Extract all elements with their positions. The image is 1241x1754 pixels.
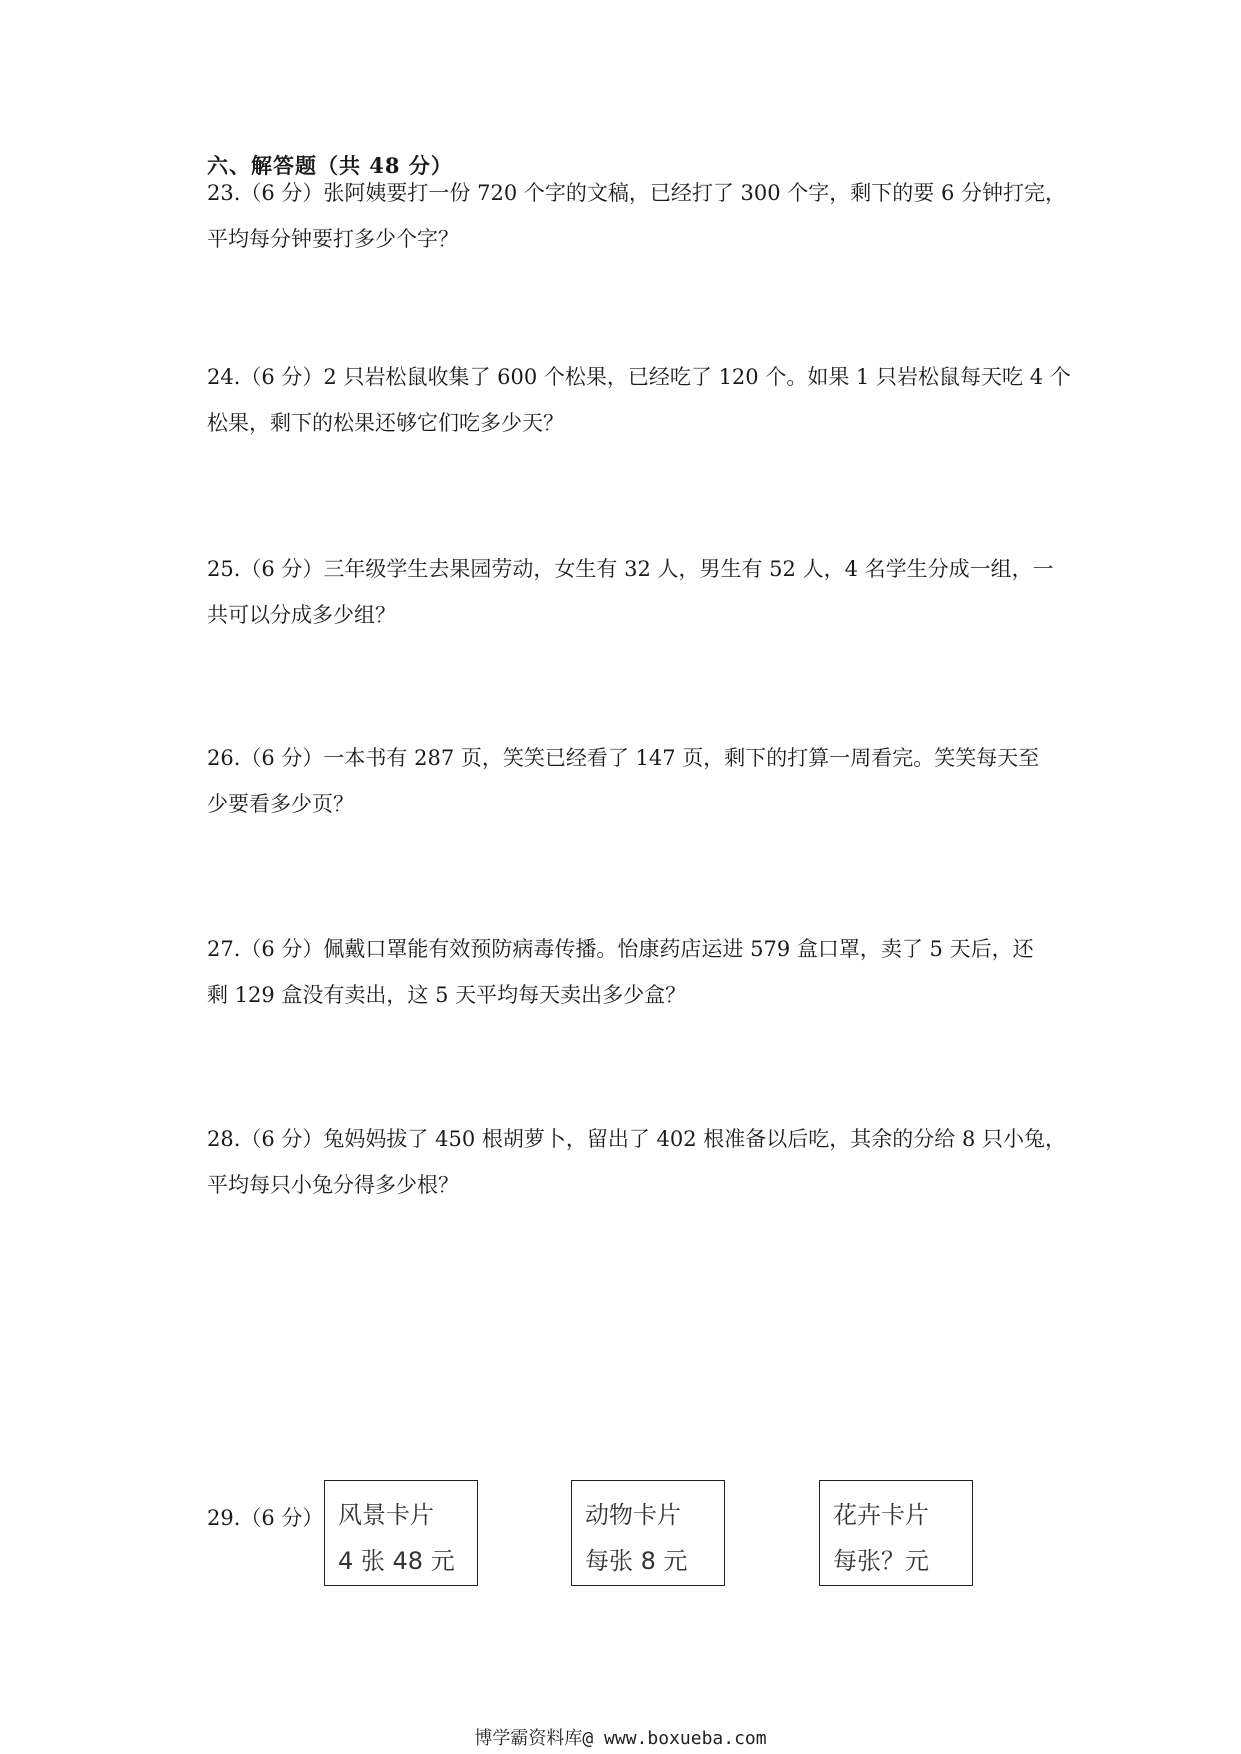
question-line: 平均每分钟要打多少个字？ [207,227,459,251]
question-line: 28.（6 分）兔妈妈拔了 450 根胡萝卜，留出了 402 根准备以后吃，其余的分给 8 只小兔， [207,1127,1067,1151]
animal-card [571,1480,725,1586]
question-23 [207,170,1067,262]
section-title: 六、解答题（共 48 分） [207,153,453,178]
question-29 [207,1480,1057,1590]
question-line: 26.（6 分）一本书有 287 页，笑笑已经看了 147 页，剩下的打算一周看完。笑笑每天至 [207,746,1040,770]
question-line: 剩 129 盒没有卖出，这 5 天平均每天卖出多少盒？ [207,983,687,1007]
question-line: 25.（6 分）三年级学生去果园劳动，女生有 32 人，男生有 52 人，4 名学生分成一组，一 [207,557,1054,581]
card-price: 4 张 48 元 [338,1547,455,1575]
question-line: 松果，剩下的松果还够它们吃多少天？ [207,411,564,435]
question-line: 平均每只小兔分得多少根？ [207,1173,459,1197]
card-name: 动物卡片 [585,1501,681,1529]
question-27 [207,926,1057,1018]
question-line: 共可以分成多少组？ [207,603,396,627]
question-28 [207,1116,1067,1208]
question-25 [207,546,1057,638]
question-24 [207,354,1071,446]
question-line: 少要看多少页？ [207,792,354,816]
question-29-label: 29.（6 分） [207,1506,324,1530]
scenery-card [324,1480,478,1586]
question-line: 27.（6 分）佩戴口罩能有效预防病毒传播。怡康药店运进 579 盒口罩，卖了 5 天后，还 [207,937,1034,961]
question-line: 24.（6 分）2 只岩松鼠收集了 600 个松果，已经吃了 120 个。如果 1 只岩松鼠每天吃 4 个 [207,365,1071,389]
card-price: 每张 8 元 [585,1547,688,1575]
flower-card [819,1480,973,1586]
question-line: 23.（6 分）张阿姨要打一份 720 个字的文稿，已经打了 300 个字，剩下的要 6 分钟打完， [207,181,1067,205]
card-price: 每张？元 [833,1547,929,1575]
footer-watermark: 博学霸资料库@ www.boxueba.com [474,1728,767,1749]
card-name: 风景卡片 [338,1501,434,1529]
question-26 [207,735,1057,827]
card-name: 花卉卡片 [833,1501,929,1529]
